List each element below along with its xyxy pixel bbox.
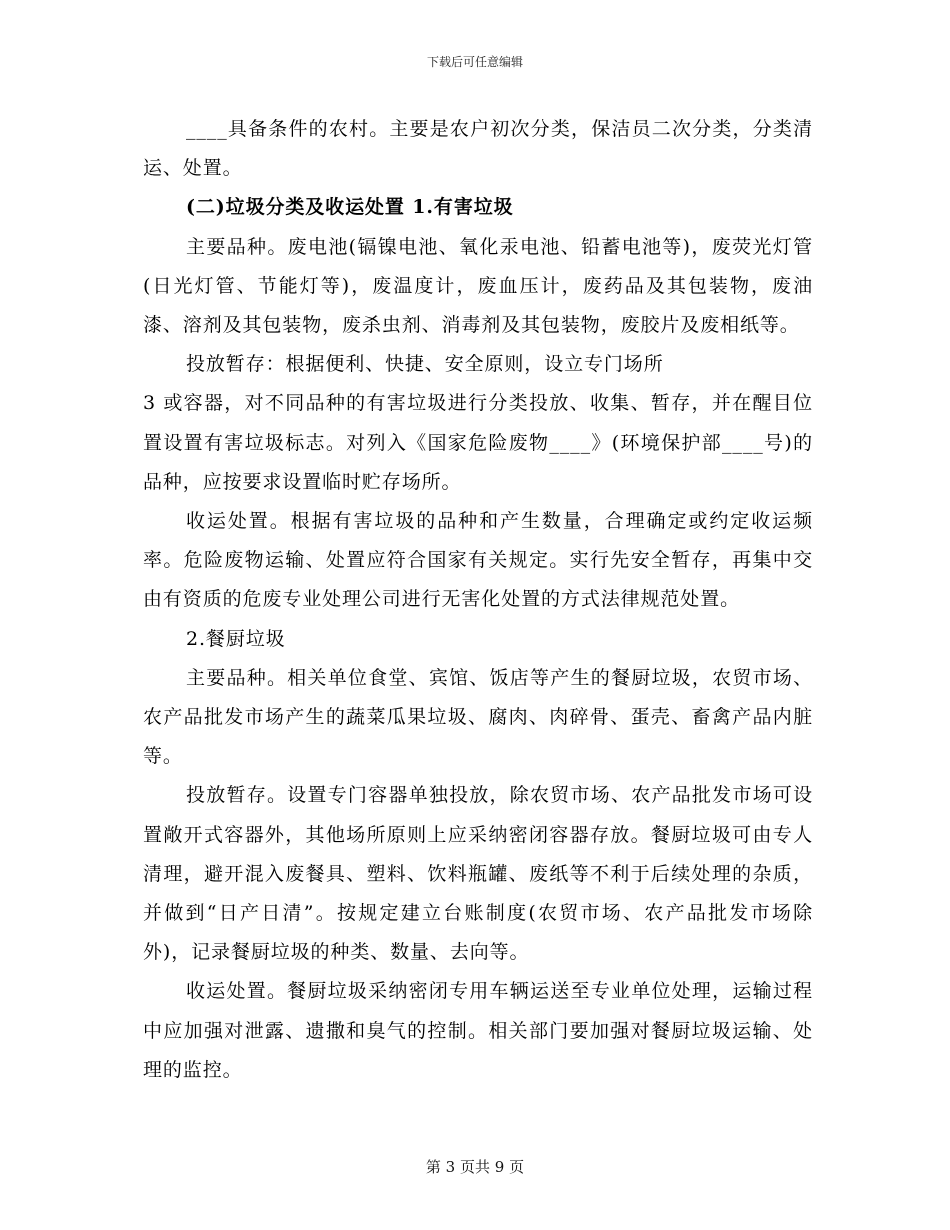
paragraph-kitchen-main-types: 主要品种。相关单位食堂、宾馆、饭店等产生的餐厨垃圾，农贸市场、农产品批发市场产生的蔬菜瓜果垃圾、腐肉、肉碎骨、蛋壳、畜禽产品内脏等。 xyxy=(143,666,813,768)
paragraph-rural-classification: ____具备条件的农村。主要是农户初次分类，保洁员二次分类，分类清运、处置。 xyxy=(143,118,813,180)
subheading-kitchen-waste: 2.餐厨垃圾 xyxy=(186,627,286,650)
page-number-footer: 第 3 页共 9 页 xyxy=(425,1158,525,1176)
paragraph-hazardous-storage-intro: 投放暂存：根据便利、快捷、安全原则，设立专门场所 xyxy=(186,353,664,376)
section-heading-hazardous-waste: (二)垃圾分类及收运处置 1.有害垃圾 xyxy=(186,196,514,219)
page-header-note: 下载后可任意编辑 xyxy=(426,55,523,69)
paragraph-hazardous-collection: 收运处置。根据有害垃圾的品种和产生数量，合理确定或约定收运频率。危险废物运输、处置应符合国家有关规定。实行先安全暂存，再集中交由有资质的危废专业处理公司进行无害化处置的方式法律规范处置。 xyxy=(143,510,813,611)
paragraph-kitchen-collection: 收运处置。餐厨垃圾采纳密闭专用车辆运送至专业单位处理，运输过程中应加强对泄露、遗撒和臭气的控制。相关部门要加强对餐厨垃圾运输、处理的监控。 xyxy=(143,980,813,1081)
paragraph-hazardous-storage-detail: 3 或容器，对不同品种的有害垃圾进行分类投放、收集、暂存，并在醒目位置设置有害垃圾标志。对列入《国家危险废物____》(环境保护部____号)的品种，应按要求设置临时贮存场所。 xyxy=(143,392,813,493)
document-body xyxy=(143,110,813,1090)
paragraph-hazardous-main-types: 主要品种。废电池(镉镍电池、氧化汞电池、铅蓄电池等)，废荧光灯管(日光灯管、节能灯等)，废温度计，废血压计，废药品及其包装物，废油漆、溶剂及其包装物，废杀虫剂、消毒剂及其包装物，废胶片及废相纸等。 xyxy=(143,235,813,337)
paragraph-kitchen-storage: 投放暂存。设置专门容器单独投放，除农贸市场、农产品批发市场可设置敞开式容器外，其他场所原则上应采纳密闭容器存放。餐厨垃圾可由专人清理，避开混入废餐具、塑料、饮料瓶罐、废纸等不利于后续处理的杂质，并做到“日产日清”。按规定建立台账制度(农贸市场、农产品批发市场除外)，记录餐厨垃圾的种类、数量、去向等。 xyxy=(143,784,813,964)
